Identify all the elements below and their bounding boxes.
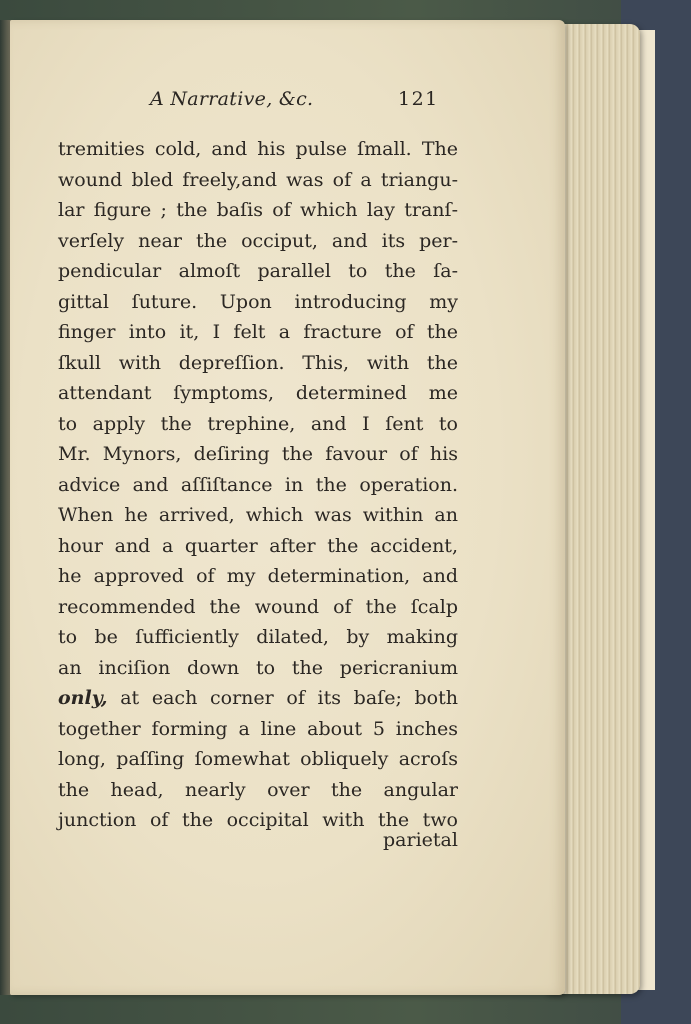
page-number: 121: [398, 88, 439, 110]
text-line: to apply the trephine, and I ſent to: [58, 412, 458, 435]
text-line: ſkull with depreſſion. This, with the: [58, 351, 458, 374]
text-line: hour and a quarter after the accident,: [58, 534, 458, 557]
text-line: long, paſſing ſomewhat obliquely acroſs: [58, 748, 458, 770]
running-head: [150, 88, 450, 114]
text-line: verſely near the occiput, and its per-: [58, 229, 458, 252]
text-line: When he arrived, which was within an: [58, 504, 458, 526]
text-line: tremities cold, and his pulse ſmall. The: [58, 138, 458, 160]
text-line: advice and aſſiſtance in the operation.: [58, 473, 458, 496]
text-line: gittal ſuture. Upon introducing my: [58, 290, 458, 313]
text-line: lar figure ; the baſis of which lay tranſ-: [58, 199, 458, 221]
text-line: junction of the occipital with the two: [58, 809, 458, 831]
text-line: recommended the wound of the ſcalp: [58, 595, 458, 618]
text-line: the head, nearly over the angular: [58, 778, 458, 801]
text-line: finger into it, I felt a fracture of the: [58, 321, 458, 343]
emphasis-only: only,: [58, 687, 108, 709]
text-line: to be ſufficiently dilated, by making: [58, 626, 458, 648]
text-line: wound bled freely,and was of a triangu-: [58, 168, 458, 191]
text-line: attendant ſymptoms, determined me: [58, 382, 458, 404]
text-line: Mr. Mynors, deſiring the favour of his: [58, 443, 458, 465]
body-text: [58, 134, 458, 836]
text-line: an inciſion down to the pericranium: [58, 656, 458, 679]
text-line: only, at each corner of its baſe; both: [58, 687, 458, 709]
text-line: he approved of my determination, and: [58, 565, 458, 587]
text-line: pendicular almoſt parallel to the ſa-: [58, 260, 458, 282]
text-line: together forming a line about 5 inches: [58, 717, 458, 740]
running-title: A Narrative, &c.: [150, 88, 314, 110]
catchword: parietal: [383, 829, 458, 851]
